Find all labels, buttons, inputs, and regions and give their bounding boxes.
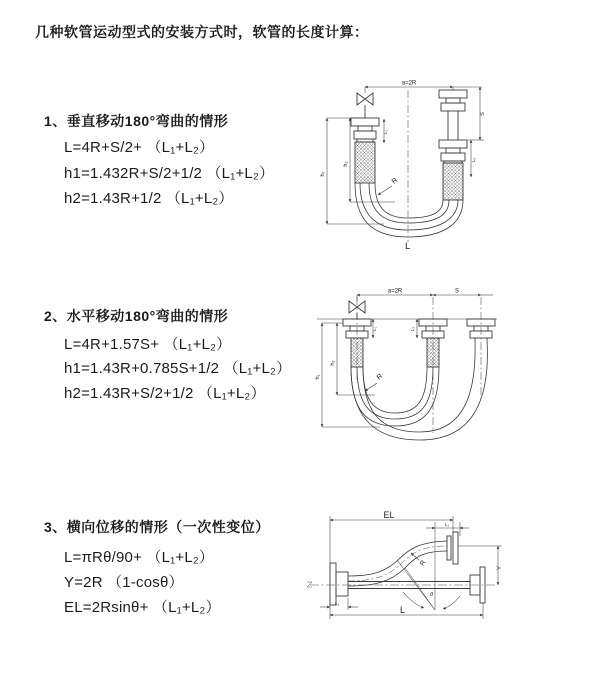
dim-s-label: S (480, 112, 486, 116)
pipe-fittings (351, 90, 467, 200)
dim-l1-label: L₁ (334, 601, 340, 606)
section1-formula-h1: h1=1.432R+S/2+1/2 （L₁+L₂） (64, 165, 275, 182)
length-label: L (400, 605, 406, 615)
diagram-lateral-displacement (300, 506, 600, 624)
dimension-lines (320, 516, 502, 619)
dimension-lines (327, 87, 484, 224)
section3-formula-L: L=πRθ/90+ （L₁+L₂） (64, 549, 215, 566)
dim-l1-label: L₁ (383, 129, 388, 135)
dim-h2-label: h₂ (343, 161, 349, 167)
dim-a2r-label: a=2R (401, 80, 417, 87)
dim-a2r-label: a=2R (387, 288, 403, 295)
dim-h2-label: h₂ (330, 360, 336, 366)
hose-curves (348, 541, 447, 586)
radius-label: R (390, 176, 400, 186)
radius-label: R (418, 559, 428, 568)
dimension-lines (322, 295, 493, 427)
dim-h1-label: h₁ (320, 171, 326, 177)
dim-l2-label: L₂ (410, 326, 415, 332)
section2-formula-h2: h2=1.43R+S/2+1/2 （L₁+L₂） (64, 385, 266, 402)
page-title: 几种软管运动型式的安装方式时，软管的长度计算： (35, 24, 369, 40)
dimension-labels (335, 510, 503, 615)
section1-heading: 1、垂直移动180°弯曲的情形 (44, 113, 229, 129)
dim-s-label: S (454, 288, 460, 295)
dim-l2-label: L₂ (471, 157, 476, 163)
dim-el-label: EL (383, 510, 395, 520)
length-label: L (405, 241, 411, 252)
section1-formula-L: L=4R+S/2+ （L₁+L₂） (64, 139, 215, 156)
section3-heading: 3、横向位移的情形（一次性变位） (44, 519, 270, 535)
section2-heading: 2、水平移动180°弯曲的情形 (44, 308, 229, 324)
diagram-horizontal-180-bend (305, 283, 600, 451)
hose-center-line (348, 546, 447, 581)
valve-icon (357, 93, 373, 118)
pipe-fittings (330, 532, 485, 605)
dim-h1-label: h₁ (315, 374, 321, 380)
dimension-labels (315, 289, 459, 382)
theta-label: θ (430, 592, 433, 598)
section3-formula-EL: EL=2Rsinθ+ （L₁+L₂） (64, 599, 221, 616)
diagram-vertical-180-bend (312, 72, 597, 257)
dim-y-label: Y (497, 565, 503, 571)
section1-formula-h2: h2=1.43R+1/2 （L₁+L₂） (64, 190, 234, 207)
pipe-fittings (343, 319, 495, 367)
dim-l1-label: L₁ (372, 326, 377, 332)
section3-formula-Y: Y=2R （1-cosθ） (64, 574, 184, 591)
construction-lines (307, 522, 497, 610)
radius-label: R (375, 372, 385, 382)
section2-formula-L: L=4R+1.57S+ （L₁+L₂） (64, 336, 232, 353)
hose-curves (351, 340, 487, 440)
dim-l2-label: L₂ (444, 522, 450, 527)
datum-mark (307, 582, 312, 587)
section2-formula-h1: h1=1.43R+0.785S+1/2 （L₁+L₂） (64, 360, 292, 377)
